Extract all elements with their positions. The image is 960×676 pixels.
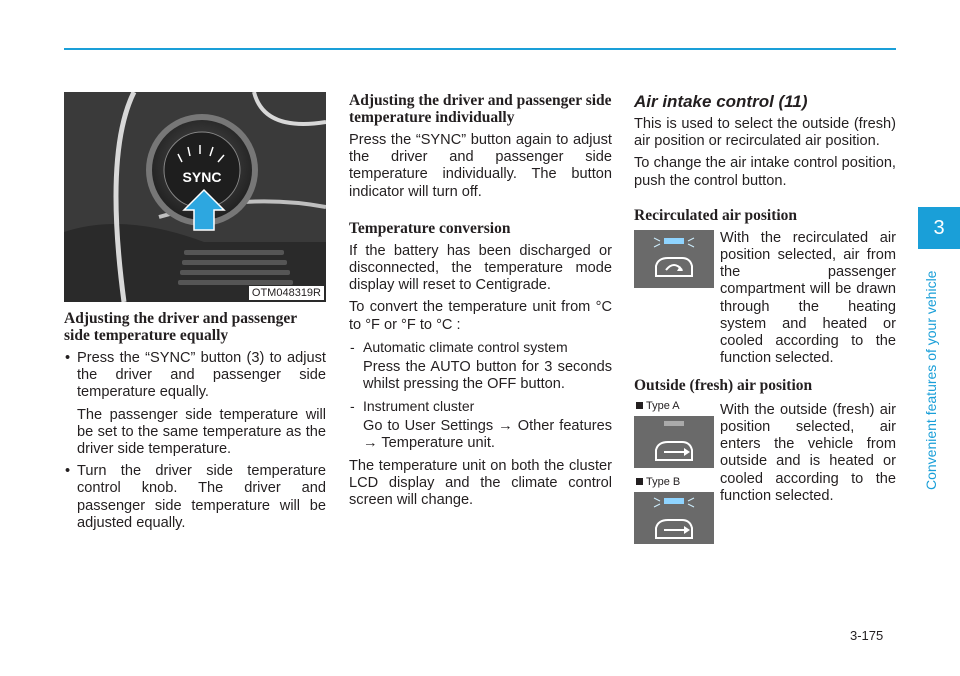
list-item — [349, 339, 612, 356]
section-heading-conversion: Temperature conversion — [349, 219, 511, 237]
paragraph: Press the AUTO button for 3 seconds whilst pressing the OFF button. — [363, 358, 612, 393]
paragraph: To convert the temperature unit from °C to °F or °F to °C : — [349, 299, 612, 333]
dash-title: Automatic climate control system — [363, 338, 568, 355]
paragraph: Press the “SYNC” button again to adjust the driver and passenger side temperature individually. The button indicator will turn off. — [349, 132, 612, 200]
sync-knob-illustration — [64, 92, 326, 302]
paragraph: With the outside (fresh) air position selected, air enters the vehicle from outside and is heated or cooled according to the function selected. — [720, 401, 896, 504]
recirculated-air-icon — [634, 230, 714, 288]
paragraph: The temperature unit on both the cluster LCD display and the climate control screen will change. — [349, 457, 612, 509]
bullet-icon: • — [65, 463, 71, 480]
bullet-text: The passenger side temperature will be set to the same temperature as the driver side temperature. — [77, 406, 326, 458]
paragraph: To change the air intake control position, push the control button. — [634, 155, 896, 189]
section-heading-recirculated: Recirculated air position — [634, 206, 798, 224]
fresh-air-icon-type-a — [634, 416, 714, 468]
photo-code: OTM048319R — [249, 286, 324, 300]
paragraph: If the battery has been discharged or disconnected, the temperature mode display will reset to Centigrade. — [349, 242, 612, 294]
dash-title: Instrument cluster — [363, 398, 475, 415]
paragraph: Go to User Settings → Other features → Temperature unit. — [363, 418, 612, 452]
chapter-tab: 3 — [918, 207, 960, 249]
type-b-label: Type B — [636, 476, 680, 488]
section-heading-air-intake: Air intake control (11) — [634, 92, 808, 111]
section-heading-outside: Outside (fresh) air position — [634, 376, 813, 394]
dash-icon: - — [350, 398, 355, 415]
paragraph: This is used to select the outside (fresh) air position or recirculated air position. — [634, 116, 896, 150]
bullet-icon: • — [65, 350, 71, 366]
dash-icon: - — [350, 338, 355, 355]
header-rule — [64, 48, 896, 50]
list-item — [64, 463, 326, 532]
sync-label: SYNC — [182, 169, 222, 185]
page-number: 3-175 — [850, 628, 884, 643]
column-right — [634, 92, 896, 592]
section-heading-equal: Adjusting the driver and passenger side temperature equally — [64, 310, 297, 344]
sync-button-photo — [64, 92, 326, 302]
chapter-title — [916, 255, 946, 495]
paragraph: With the recirculated air position selected, air from the passenger compartment will be drawn through the heating system and heated or cooled according to the function selected. — [720, 229, 896, 367]
column-left — [64, 92, 326, 537]
list-item — [64, 350, 326, 458]
column-middle — [349, 92, 612, 514]
list-item — [349, 398, 612, 415]
type-a-label: Type A — [636, 400, 680, 412]
chapter-title-text: Convenient features of your vehicle — [923, 270, 939, 490]
bullet-text: Press the “SYNC” button (3) to adjust the driver and passenger side temperature equally. — [77, 350, 326, 401]
section-heading-individual: Adjusting the driver and passenger side temperature individually — [349, 92, 612, 126]
fresh-air-icon-type-b — [634, 492, 714, 544]
bullet-text: Turn the driver side temperature control knob. The driver and passenger side temperature will be adjusted equally. — [77, 463, 326, 531]
